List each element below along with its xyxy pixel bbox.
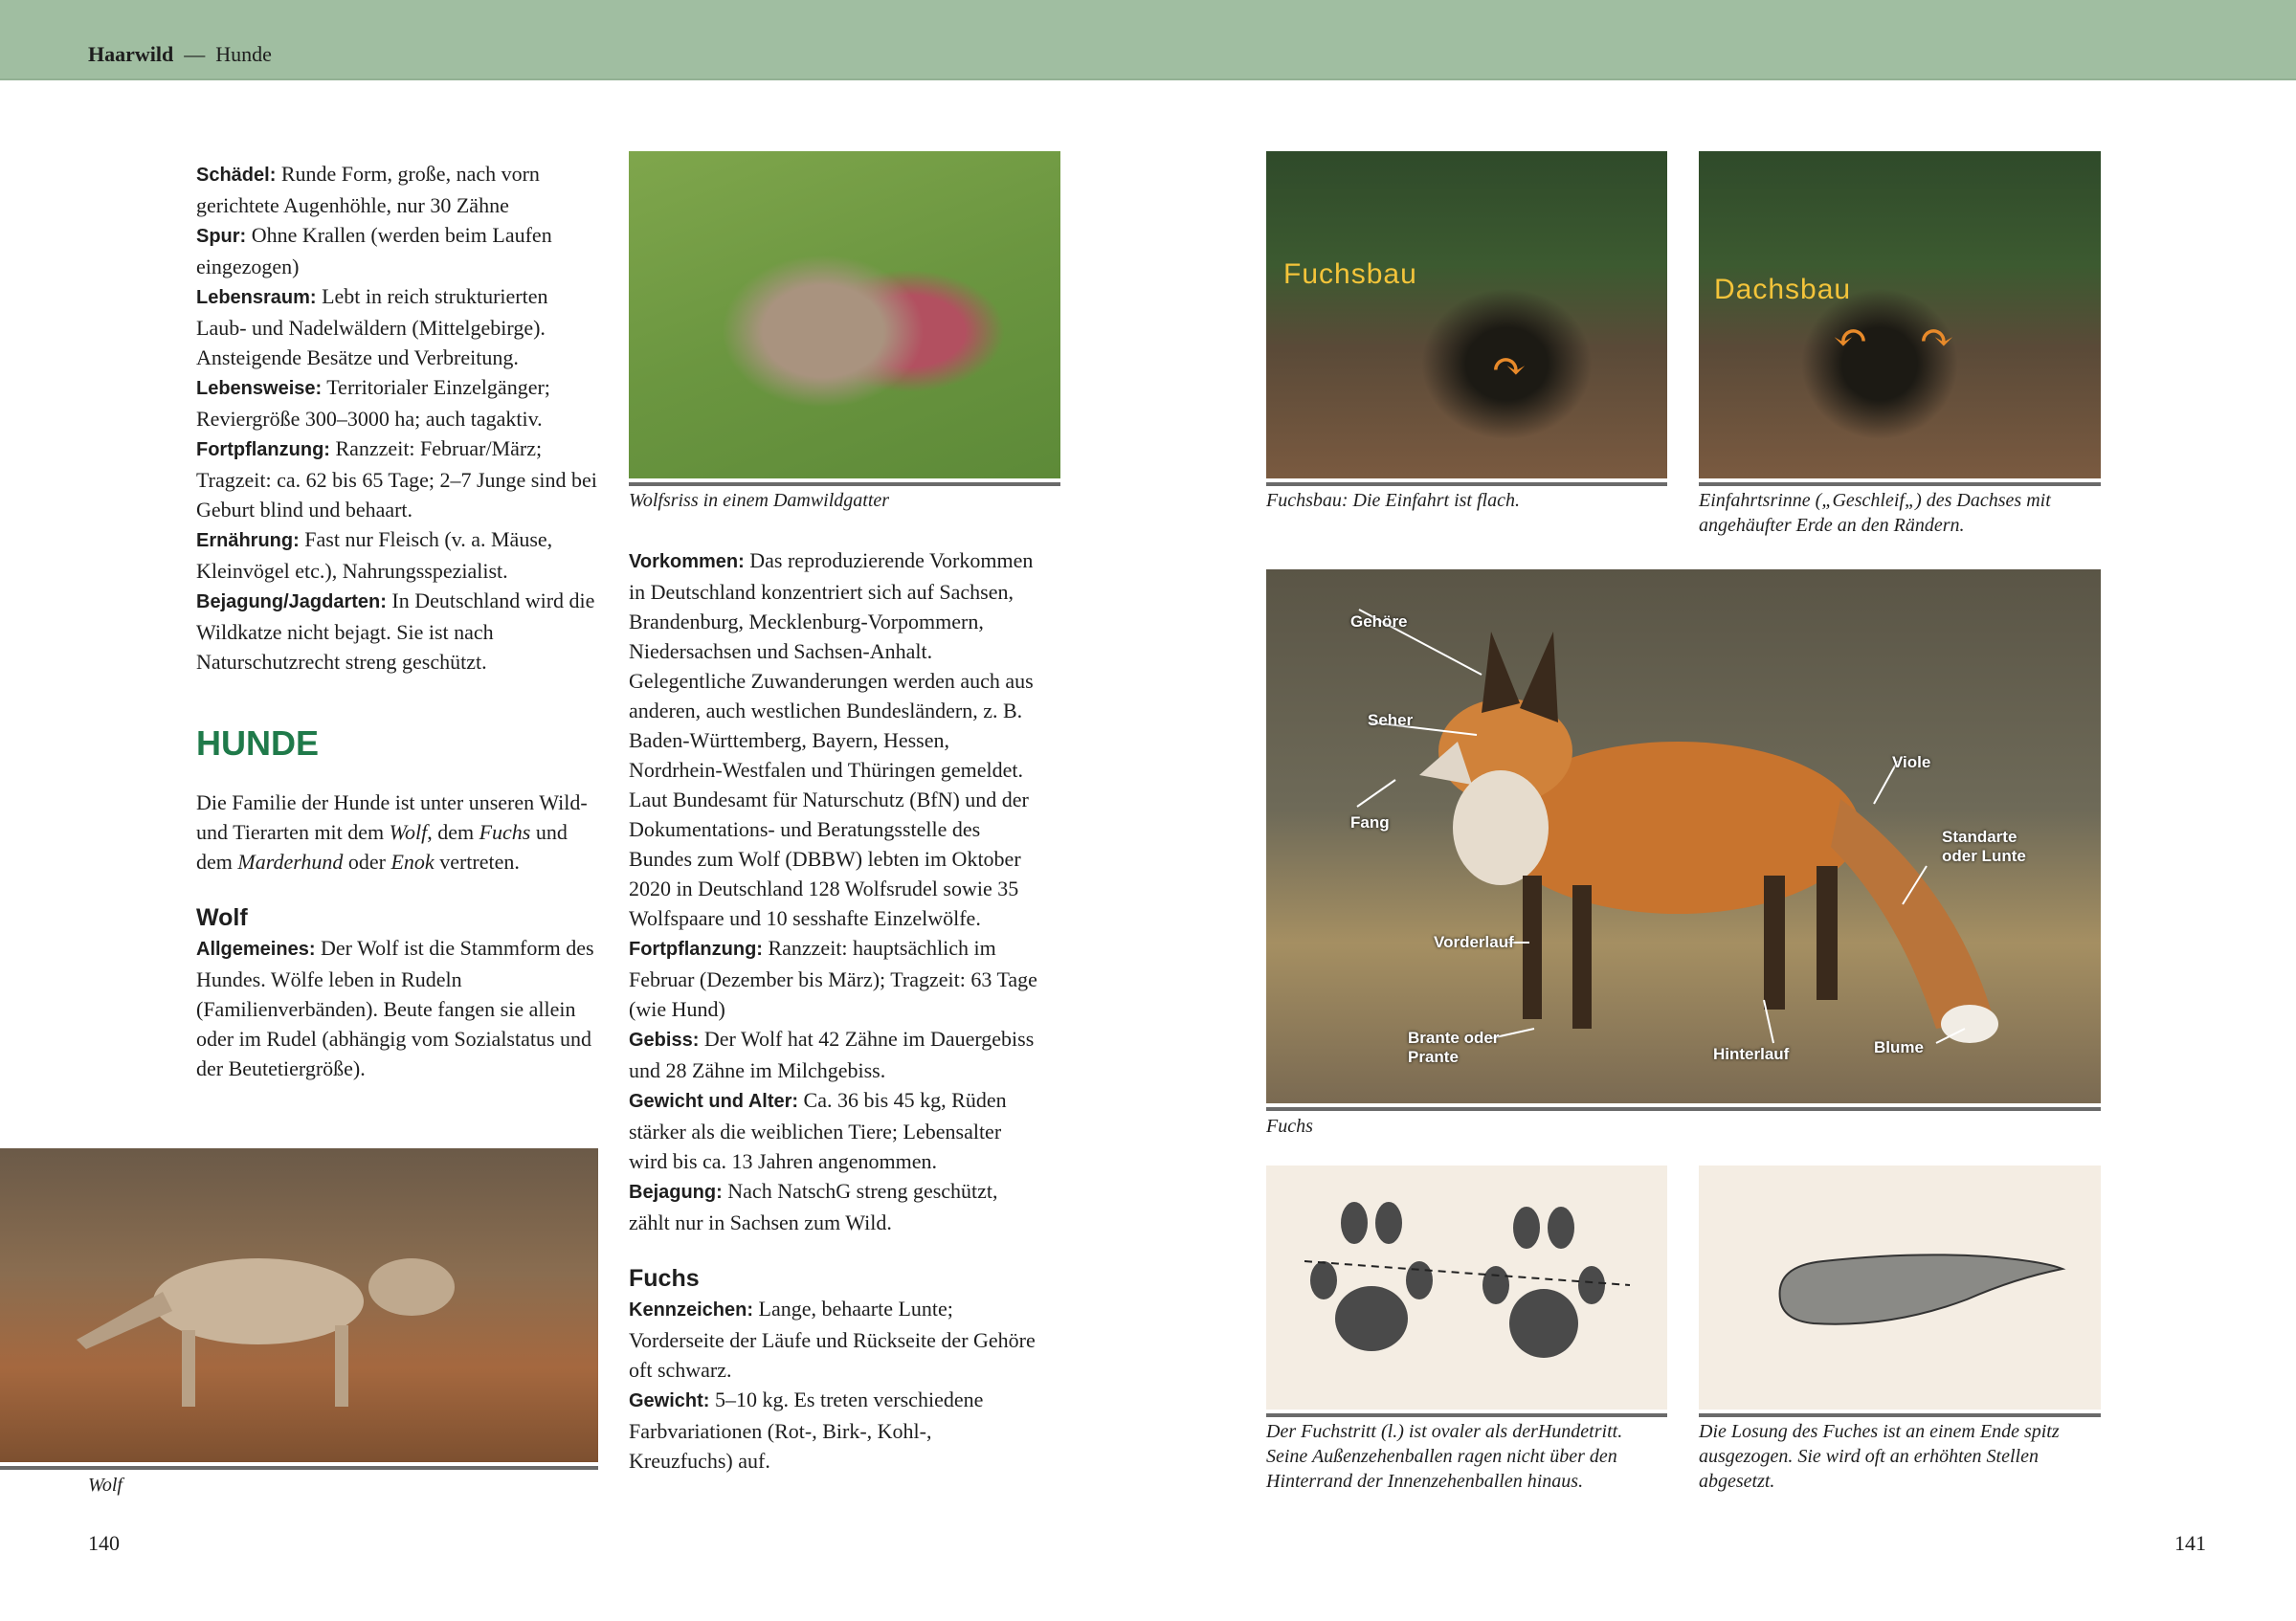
entry: Fortpflanzung: Ranzzeit: hauptsächlich im Februar (Dezember bis März); Tragzeit: 63 Tage (wie Hund) [629, 936, 1037, 1021]
middle-column-text [629, 545, 1040, 1476]
left-column-text [196, 159, 598, 1083]
entry: Ernährung: Fast nur Fleisch (v. a. Mäuse, Kleinvögel etc.), Nahrungsspezialist. [196, 527, 553, 583]
fox-burrow-photo [1266, 151, 1667, 478]
fox-label-brante: Brante oder Prante [1408, 1029, 1500, 1066]
fox-tracks-illustration [1266, 1166, 1667, 1410]
dachsbau-caption: Einfahrtsrinne („Geschleif„) des Dachses mit angehäufter Erde an den Rändern. [1699, 490, 2051, 536]
entry: Schädel: Runde Form, große, nach vorn gerichtete Augenhöhle, nur 30 Zähne [196, 162, 540, 217]
caption-rule [1699, 482, 2101, 486]
entry: Allgemeines: Der Wolf ist die Stammform des Hundes. Wölfe leben in Rudeln (Familienverbänden). Beute fangen sie allein oder im Rudel (abhängig vom Sozialstatus und der Beutetiergröße). [196, 936, 594, 1080]
fox-label-fang: Fang [1350, 813, 1390, 832]
breadcrumb-separator: — [184, 42, 206, 66]
fox-anatomy-photo [1266, 569, 2101, 1103]
caption-rule [0, 1466, 598, 1470]
paw-prints-icon [1266, 1166, 1667, 1410]
entry: Fortpflanzung: Ranzzeit: Februar/März; Tragzeit: ca. 62 bis 65 Tage; 2–7 Junge sind bei Geburt blind und behaart. [196, 436, 597, 522]
caption-rule [1266, 1107, 2101, 1111]
running-header [0, 0, 2296, 80]
fox-droppings-illustration [1699, 1166, 2101, 1410]
entry: Vorkommen: Das reproduzierende Vorkommen in Deutschland konzentriert sich auf Sachsen, Brandenburg, Mecklenburg-Vorpommern, Niedersachsen und Sachsen-Anhalt. Gelegentliche Zuwanderungen werden auch aus anderen, auch westlichen Bundesländern, z. B. Baden-Württemberg, Bayern, Hessen, Nordrhein-Westfalen und Thüringen gemeldet. Laut Bundesamt für Naturschutz (BfN) und der Dokumentations- und Beratungsstelle des Bundes zum Wolf (DBBW) lebten im Oktober 2020 in Deutschland 128 Wolfsrudel sowie 35 Wolfspaare und 10 sesshafte Einzelwölfe. [629, 548, 1034, 930]
fox-label-hinterlauf: Hinterlauf [1713, 1045, 1790, 1063]
badger-burrow-photo [1699, 151, 2101, 478]
entry: Kennzeichen: Lange, behaarte Lunte; Vorderseite der Läufe und Rückseite der Gehöre oft schwarz. [629, 1297, 1036, 1382]
page-number-left: 140 [88, 1531, 120, 1555]
fox-label-gehoere: Gehöre [1350, 612, 1408, 631]
entry: Gebiss: Der Wolf hat 42 Zähne im Dauergebiss und 28 Zähne im Milchgebiss. [629, 1027, 1035, 1082]
wolf-kill-photo [629, 151, 1060, 478]
breadcrumb-section: Haarwild [88, 42, 174, 66]
fuchsbau-label: Fuchsbau [1283, 258, 1417, 290]
dachsbau-label: Dachsbau [1714, 274, 1852, 305]
wolf-silhouette [0, 1148, 598, 1462]
fuchs-heading: Fuchs [629, 1265, 700, 1292]
caption-rule [1699, 1413, 2101, 1417]
fox-label-vorderlauf: Vorderlauf [1434, 933, 1514, 951]
fox-label-seher: Seher [1368, 711, 1414, 729]
caption-rule [1266, 1413, 1667, 1417]
caption-rule [1266, 482, 1667, 486]
entry: Spur: Ohne Krallen (werden beim Laufen eingezogen) [196, 223, 552, 278]
wolf-heading: Wolf [196, 904, 248, 931]
droppings-caption: Die Losung des Fuches ist an einem Ende spitz ausgezogen. Sie wird oft an erhöhten Stellen abgesetzt. [1699, 1421, 2060, 1492]
tracks-caption: Der Fuchstritt (l.) ist ovaler als derHundetritt. Seine Außenzehenballen ragen nicht über den Hinterrand der Innenzehenballen hinaus. [1266, 1421, 1623, 1492]
entry: Bejagung: Nach NatschG streng geschützt, zählt nur in Sachsen zum Wild. [629, 1179, 998, 1234]
fox-label-viole: Viole [1892, 753, 1931, 771]
carcass-caption: Wolfsriss in einem Damwildgatter [629, 490, 890, 511]
arrow-icon: ↷ [1491, 344, 1527, 390]
entry: Gewicht: 5–10 kg. Es treten verschiedene Farbvariationen (Rot-, Birk-, Kohl-, Kreuzfuchs) auf. [629, 1388, 984, 1473]
entry: Lebensraum: Lebt in reich strukturierten Laub- und Nadelwäldern (Mittelgebirge). Ansteigende Besätze und Verbreitung. [196, 284, 548, 369]
fox-caption: Fuchs [1266, 1116, 1313, 1137]
arrow-left-icon: ↶ [1833, 315, 1868, 362]
fuchsbau-caption: Fuchsbau: Die Einfahrt ist flach. [1266, 490, 1520, 511]
wolf-photo [0, 1148, 598, 1462]
droppings-icon [1699, 1166, 2101, 1410]
breadcrumb [88, 42, 272, 67]
page-number-right: 141 [2174, 1531, 2206, 1555]
entry: Bejagung/Jagdarten: In Deutschland wird die Wildkatze nicht bejagt. Sie ist nach Naturschutzrecht streng geschützt. [196, 588, 595, 674]
arrow-right-icon: ↷ [1919, 315, 1954, 362]
intro-paragraph: Die Familie der Hunde ist unter unseren Wild- und Tierarten mit dem Wolf, dem Fuchs und dem Marderhund oder Enok vertreten. [196, 790, 588, 874]
fox-label-blume: Blume [1874, 1038, 1924, 1056]
wolf-caption: Wolf [88, 1475, 123, 1496]
entry: Gewicht und Alter: Ca. 36 bis 45 kg, Rüden stärker als die weiblichen Tiere; Lebensalter wird bis ca. 13 Jahren angenommen. [629, 1088, 1007, 1173]
fox-label-standarte: Standarte oder Lunte [1942, 828, 2026, 865]
caption-rule [629, 482, 1060, 486]
section-heading: HUNDE [196, 723, 320, 763]
breadcrumb-chapter: Hunde [215, 42, 272, 66]
entry: Lebensweise: Territorialer Einzelgänger; Reviergröße 300–3000 ha; auch tagaktiv. [196, 375, 550, 431]
